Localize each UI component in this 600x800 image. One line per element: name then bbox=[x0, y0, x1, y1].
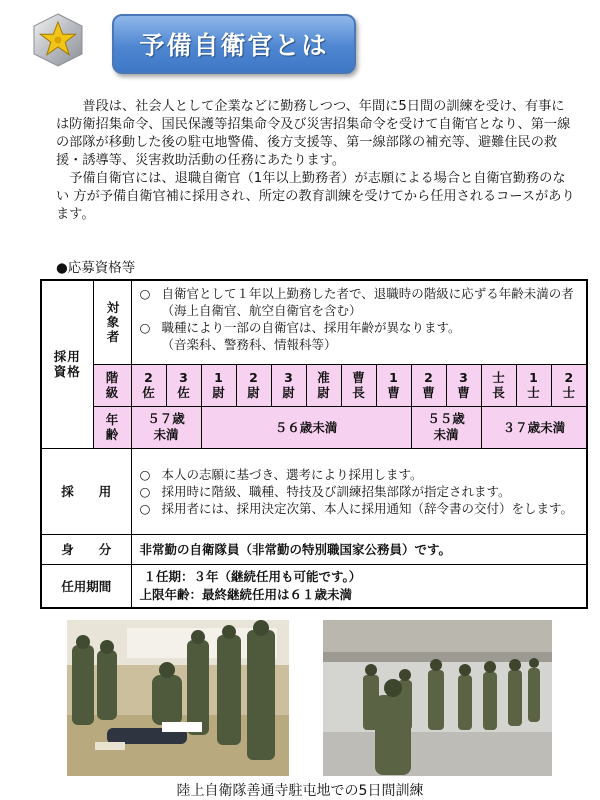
rank-cell: 2 士 bbox=[551, 364, 587, 406]
rank-cell: 士 長 bbox=[481, 364, 516, 406]
rank-cell: 3 曹 bbox=[446, 364, 481, 406]
qualification-table bbox=[40, 279, 588, 609]
age-label-cell bbox=[93, 406, 131, 448]
status-label: 身 分 bbox=[41, 534, 131, 564]
age-row bbox=[41, 406, 587, 448]
target-item-2: ○ 職種により一部の自衛官は、採用年齢が異なります。 bbox=[139, 320, 461, 335]
target-list bbox=[131, 280, 587, 364]
target-item-1: ○ 自衛官として１年以上勤務した者で、退職時の階級に応ずる年齢未満の者（海上自衛官、航空自衛官を含む） bbox=[139, 286, 574, 318]
intro-paragraph-1: 普段は、社会人として企業などに勤務しつつ、年間に5日間の訓練を受け、有事には防衛招集命令、国民保護等招集命令及び災害招集命令を受けて自衛官となり、第一線の部隊が移動した後の駐屯地警備、後方支援等、第一線部隊の補充等、避難住民の救援・誘導等、災害救助活動の任務にあたります。 bbox=[56, 99, 571, 168]
qualification-label: 採用資格 bbox=[53, 349, 81, 380]
rank-cell: 2 尉 bbox=[236, 364, 271, 406]
age-cell: ３７歳未満 bbox=[481, 406, 587, 448]
term-line-2: 上限年齢：最終継続任用は６１歳未満 bbox=[139, 586, 353, 602]
age-cell: ５５歳 未満 bbox=[411, 406, 481, 448]
hiring-list bbox=[131, 448, 587, 534]
rank-cell: 2 曹 bbox=[411, 364, 446, 406]
training-photo-drill bbox=[323, 620, 552, 776]
section-heading: ●応募資格等 bbox=[56, 260, 136, 276]
photo-caption: 陸上自衛隊善通寺駐屯地での5日間訓練 bbox=[176, 783, 424, 799]
rank-label-cell bbox=[93, 364, 131, 406]
intro-paragraph-2: 予備自衛官には、退職自衛官（1年以上勤務者）が志願による場合と自衛官勤務のない 方が予備自衛官補に採用され、所定の教育訓練を受けてから任用されるコースがあります。 bbox=[56, 171, 575, 222]
hiring-item-3: ○ 採用者には、採用決定次第、本人に採用通知（辞令書の交付）をします。 bbox=[139, 500, 574, 516]
qualification-label-cell bbox=[41, 280, 93, 448]
rank-cell: 3 尉 bbox=[271, 364, 306, 406]
hiring-item-2: ○ 採用時に階級、職種、特技及び訓練招集部隊が指定されます。 bbox=[139, 483, 511, 499]
hiring-item-1: ○ 本人の志願に基づき、選考により採用します。 bbox=[139, 466, 423, 482]
term-line-1: １任期：３年（継続任用も可能です。） bbox=[143, 568, 362, 584]
term-cell bbox=[131, 564, 587, 608]
training-photo-first-aid bbox=[67, 620, 289, 776]
page-title: 予備自衛官とは bbox=[139, 31, 329, 60]
age-cell: ５７歳 未満 bbox=[131, 406, 201, 448]
age-label: 年齢 bbox=[105, 412, 119, 442]
status-text: 非常勤の自衛隊員（非常勤の特別職国家公務員）です。 bbox=[131, 534, 587, 564]
rank-cell: 曹 長 bbox=[341, 364, 376, 406]
rank-cell: 1 士 bbox=[516, 364, 551, 406]
cherry-blossom-star-emblem-icon bbox=[30, 12, 86, 68]
rank-cell: 2 佐 bbox=[131, 364, 166, 406]
rank-cell: 1 尉 bbox=[201, 364, 236, 406]
target-item-2-sub: （音楽科、警務科、情報科等） bbox=[161, 337, 337, 352]
rank-cell: 1 曹 bbox=[376, 364, 411, 406]
rank-row bbox=[41, 364, 587, 406]
age-cell: ５６歳未満 bbox=[201, 406, 411, 448]
rank-cell: 准 尉 bbox=[306, 364, 341, 406]
rank-label: 階級 bbox=[105, 370, 119, 400]
intro-text bbox=[56, 98, 576, 224]
hiring-label: 採 用 bbox=[41, 448, 131, 534]
target-label: 対象者 bbox=[105, 300, 120, 344]
page-title-banner bbox=[112, 14, 356, 74]
target-label-cell bbox=[93, 280, 131, 364]
term-label: 任用期間 bbox=[41, 564, 131, 608]
rank-cell: 3 佐 bbox=[166, 364, 201, 406]
